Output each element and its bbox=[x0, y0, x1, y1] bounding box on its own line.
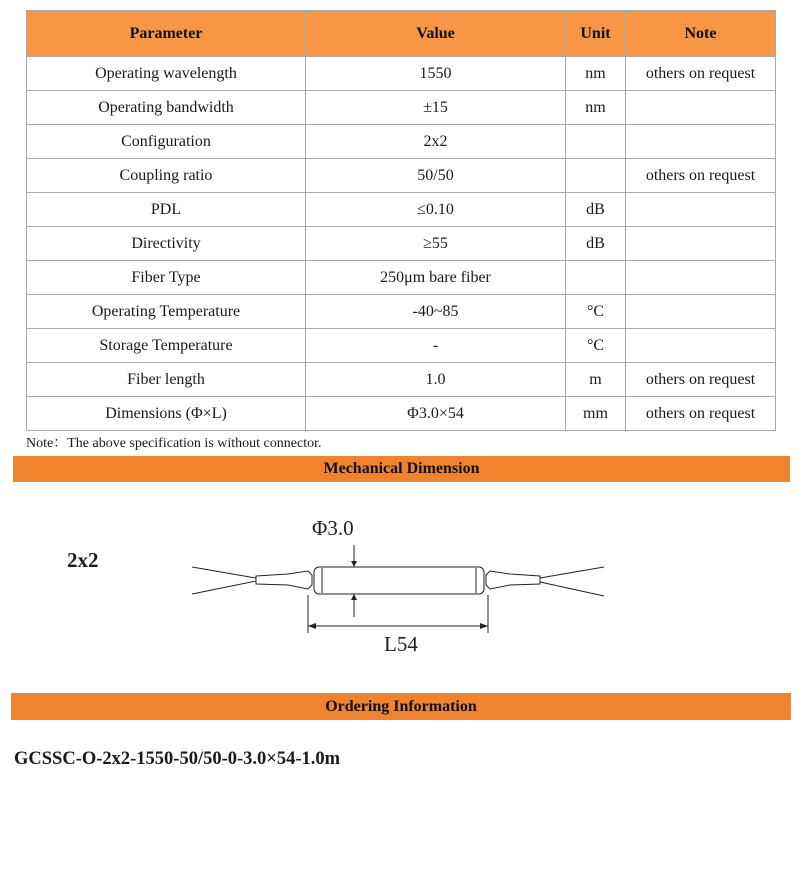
cell-unit bbox=[566, 261, 626, 295]
cell-parameter: Operating wavelength bbox=[27, 57, 306, 91]
cell-parameter: Fiber Type bbox=[27, 261, 306, 295]
cell-value: -40~85 bbox=[306, 295, 566, 329]
ordering-information-heading: Ordering Information bbox=[11, 693, 791, 720]
cell-note bbox=[626, 227, 776, 261]
left-boot bbox=[256, 571, 312, 589]
length-label: L54 bbox=[384, 632, 418, 655]
cell-parameter: Fiber length bbox=[27, 363, 306, 397]
cell-value: 50/50 bbox=[306, 159, 566, 193]
cell-unit: dB bbox=[566, 193, 626, 227]
cell-note: others on request bbox=[626, 363, 776, 397]
cell-note bbox=[626, 193, 776, 227]
cell-value: 250μm bare fiber bbox=[306, 261, 566, 295]
cell-value: - bbox=[306, 329, 566, 363]
cell-unit: °C bbox=[566, 295, 626, 329]
spec-table bbox=[26, 10, 776, 431]
cell-parameter: Dimensions (Φ×L) bbox=[27, 397, 306, 431]
spec-note: Note：The above specification is without connector. bbox=[26, 436, 322, 451]
cell-parameter: Storage Temperature bbox=[27, 329, 306, 363]
table-row bbox=[27, 261, 776, 295]
table-body bbox=[27, 57, 776, 431]
cell-parameter: Configuration bbox=[27, 125, 306, 159]
table-header-row bbox=[27, 11, 776, 57]
cell-value: ±15 bbox=[306, 91, 566, 125]
cell-parameter: Directivity bbox=[27, 227, 306, 261]
cell-note: others on request bbox=[626, 397, 776, 431]
cell-note bbox=[626, 91, 776, 125]
cell-parameter: Coupling ratio bbox=[27, 159, 306, 193]
mechanical-dimension-heading: Mechanical Dimension bbox=[13, 456, 790, 482]
cell-unit: nm bbox=[566, 91, 626, 125]
table-row bbox=[27, 57, 776, 91]
cell-unit: dB bbox=[566, 227, 626, 261]
table-row bbox=[27, 295, 776, 329]
header-unit: Unit bbox=[566, 11, 626, 57]
cell-value: 1.0 bbox=[306, 363, 566, 397]
cell-unit: nm bbox=[566, 57, 626, 91]
cell-parameter: PDL bbox=[27, 193, 306, 227]
fiber-right-top bbox=[540, 567, 604, 578]
header-note: Note bbox=[626, 11, 776, 57]
config-label: 2x2 bbox=[67, 548, 99, 572]
coupler-diagram bbox=[180, 505, 620, 655]
cell-note bbox=[626, 125, 776, 159]
ordering-code: GCSSC-O-2x2-1550-50/50-0-3.0×54-1.0m bbox=[14, 749, 341, 769]
cell-unit: m bbox=[566, 363, 626, 397]
table-row bbox=[27, 159, 776, 193]
table-row bbox=[27, 193, 776, 227]
fiber-left-bottom bbox=[192, 581, 256, 594]
cell-parameter: Operating bandwidth bbox=[27, 91, 306, 125]
table-row bbox=[27, 397, 776, 431]
cell-value: Φ3.0×54 bbox=[306, 397, 566, 431]
cell-unit: °C bbox=[566, 329, 626, 363]
table-row bbox=[27, 329, 776, 363]
table-row bbox=[27, 91, 776, 125]
fiber-right-bottom bbox=[540, 582, 604, 596]
cell-unit bbox=[566, 159, 626, 193]
cell-value: ≤0.10 bbox=[306, 193, 566, 227]
table-row bbox=[27, 125, 776, 159]
cell-note bbox=[626, 261, 776, 295]
right-boot bbox=[486, 571, 540, 589]
cell-value: 2x2 bbox=[306, 125, 566, 159]
header-value: Value bbox=[306, 11, 566, 57]
fiber-left-top bbox=[192, 567, 256, 578]
table-row bbox=[27, 363, 776, 397]
cell-note: others on request bbox=[626, 57, 776, 91]
diameter-label: Φ3.0 bbox=[312, 516, 354, 540]
cell-note bbox=[626, 329, 776, 363]
cell-unit bbox=[566, 125, 626, 159]
cell-parameter: Operating Temperature bbox=[27, 295, 306, 329]
cell-value: 1550 bbox=[306, 57, 566, 91]
cell-note bbox=[626, 295, 776, 329]
coupler-body bbox=[314, 567, 484, 594]
cell-unit: mm bbox=[566, 397, 626, 431]
table-row bbox=[27, 227, 776, 261]
cell-value: ≥55 bbox=[306, 227, 566, 261]
cell-note: others on request bbox=[626, 159, 776, 193]
header-parameter: Parameter bbox=[27, 11, 306, 57]
